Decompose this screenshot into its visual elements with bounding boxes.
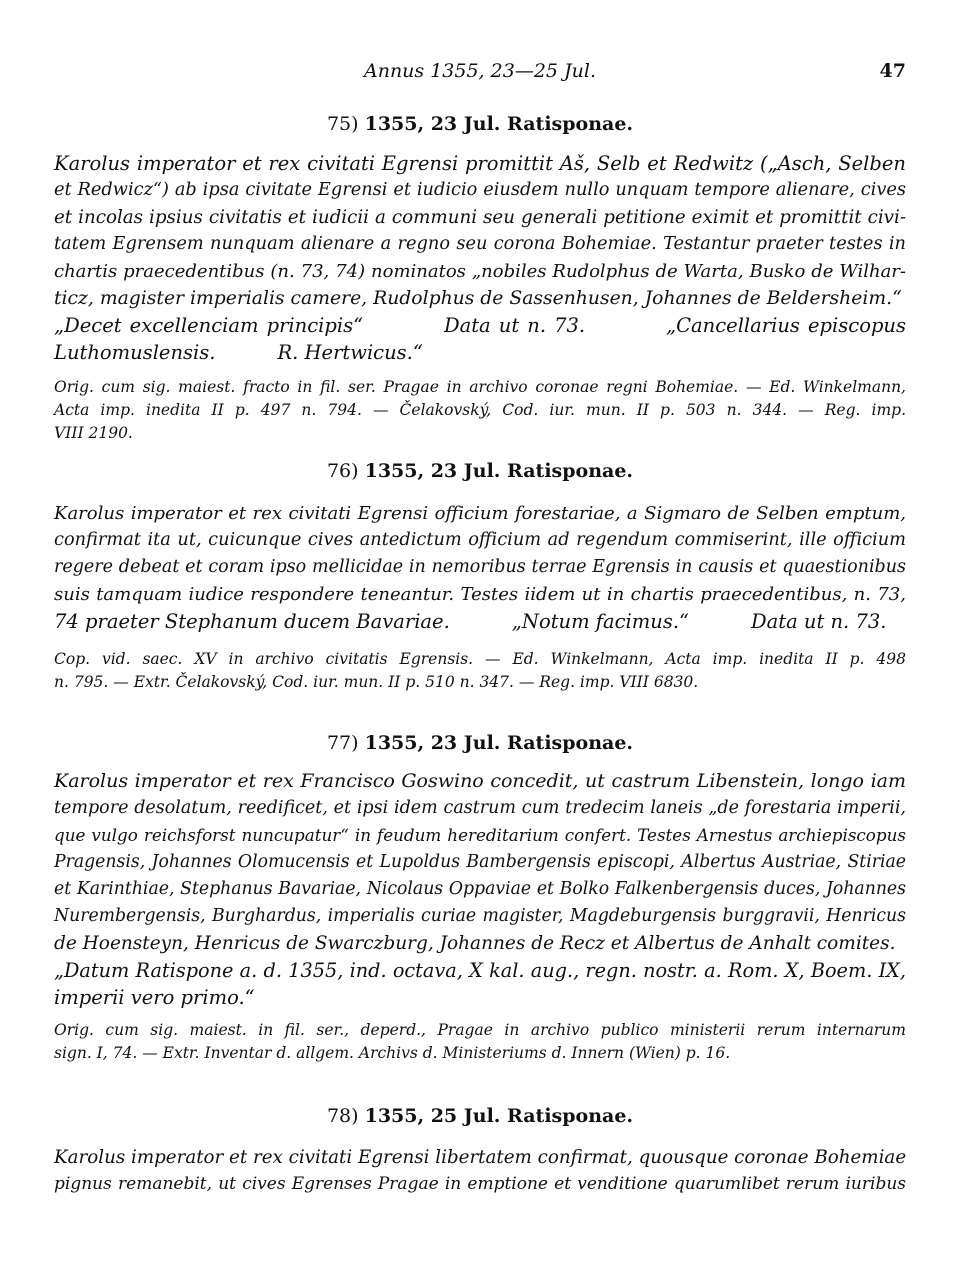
text-line: „Datum Ratispone a. d. 1355, ind. octava, X kal. aug., regn. nostr. a. Rom. X, Boem. IX, xyxy=(54,959,906,982)
text-line: regere debeat et coram ipso mellicidae in nemoribus terrae Egrensis in causis et quaestionibus xyxy=(54,557,906,577)
entry-text-78 xyxy=(54,1144,906,1198)
text-line: Karolus imperator et rex civitati Egrensi promittit Aš, Selb et Redwitz („Asch, Selben xyxy=(54,152,906,175)
text-line: tatem Egrensem nunquam alienare a regno seu corona Bohemiae. Testantur praeter testes in xyxy=(54,234,906,254)
entry-heading-75 xyxy=(0,113,960,135)
text-line: chartis praecedentibus (n. 73, 74) nominatos „nobiles Rudolphus de Warta, Busko de Wilhar- xyxy=(54,261,906,282)
note-line: sign. I, 74. — Extr. Inventar d. allgem. Archivs d. Ministeriums d. Innern (Wien) p. 16. xyxy=(54,1044,731,1062)
text-line: et Redwicz“) ab ipsa civitate Egrensi et iudicio eiusdem nullo unquam tempore alienare, cives xyxy=(54,180,906,200)
entry-number: 78) xyxy=(326,1105,359,1127)
text-line: et incolas ipsius civitatis et iudicii a communi seu generali petitione eximit et promittit civi- xyxy=(54,207,906,228)
text-line: Pragensis, Johannes Olomucensis et Lupoldus Bambergensis episcopi, Albertus Austriae, Stiriae xyxy=(54,852,906,872)
running-title: Annus 1355, 23—25 Jul. xyxy=(363,60,597,82)
text-line: „Decet excellenciam principis“ Data ut n. 73. „Cancellarius episcopus xyxy=(54,314,906,337)
page-number: 47 xyxy=(879,60,906,82)
entry-date-place: 1355, 23 Jul. Ratisponae. xyxy=(364,113,634,135)
entry-text-77 xyxy=(54,768,906,1011)
entry-heading-76 xyxy=(0,460,960,482)
text-line: confirmat ita ut, cuicunque cives antedictum officium ad regendum commiserint, ille officium xyxy=(54,530,906,550)
note-line: n. 795. — Extr. Čelakovský, Cod. iur. mun. II p. 510 n. 347. — Reg. imp. VIII 6830. xyxy=(54,673,699,691)
text-line: de Hoensteyn, Henricus de Swarczburg, Johannes de Recz et Albertus de Anhalt comites. xyxy=(54,933,896,954)
entry-text-75 xyxy=(54,150,906,366)
entry-number: 77) xyxy=(326,732,359,754)
text-line: tempore desolatum, reedificet, et ipsi idem castrum cum tredecim laneis „de forestaria imperii, xyxy=(54,798,906,818)
entry-note-75 xyxy=(54,376,906,445)
text-line: que vulgo reichsforst nuncupatur“ in feudum hereditarium confert. Testes Arnestus archiepiscopus xyxy=(54,825,906,845)
entry-note-76 xyxy=(54,648,906,694)
text-line: Karolus imperator et rex civitati Egrensi libertatem confirmat, quousque coronae Bohemiae xyxy=(54,1147,907,1168)
text-line: Karolus imperator et rex civitati Egrensi officium forestariae, a Sigmaro de Selben emptum, xyxy=(54,503,906,524)
entry-date-place: 1355, 23 Jul. Ratisponae. xyxy=(364,460,634,482)
note-line: Cop. vid. saec. XV in archivo civitatis Egrensis. — Ed. Winkelmann, Acta imp. inedita II p. 498 xyxy=(54,650,906,668)
note-line: Orig. cum sig. maiest. fracto in fil. ser. Pragae in archivo coronae regni Bohemiae. — Ed. Winkelmann, xyxy=(54,378,906,396)
entry-number: 76) xyxy=(326,460,359,482)
text-line: ticz, magister imperialis camere, Rudolphus de Sassenhusen, Johannes de Beldersheim.“ xyxy=(54,288,902,309)
text-line: Luthomuslensis. R. Hertwicus.“ xyxy=(54,341,423,364)
entry-note-77 xyxy=(54,1019,906,1065)
note-line: Orig. cum sig. maiest. in fil. ser., deperd., Pragae in archivo publico ministerii rerum internarum xyxy=(54,1021,906,1039)
text-line: et Karinthiae, Stephanus Bavariae, Nicolaus Oppaviae et Bolko Falkenbergensis duces, Johannes xyxy=(54,879,906,899)
entry-heading-77 xyxy=(0,732,960,754)
text-line: pignus remanebit, ut cives Egrenses Pragae in emptione et venditione quarumlibet rerum iuribus xyxy=(54,1174,906,1194)
entry-date-place: 1355, 25 Jul. Ratisponae. xyxy=(364,1105,634,1127)
text-line: 74 praeter Stephanum ducem Bavariae. „Notum facimus.“ Data ut n. 73. xyxy=(54,610,887,633)
entry-date-place: 1355, 23 Jul. Ratisponae. xyxy=(364,732,634,754)
entry-text-76 xyxy=(54,500,906,635)
note-line: VIII 2190. xyxy=(54,424,133,442)
entry-number: 75) xyxy=(326,113,359,135)
text-line: suis tamquam iudice respondere teneantur. Testes iidem ut in chartis praecedentibus, n. 73, xyxy=(54,584,906,605)
text-line: Nurembergensis, Burghardus, imperialis curiae magister, Magdeburgensis burggravii, Henricus xyxy=(54,906,906,926)
entry-heading-78 xyxy=(0,1105,960,1127)
text-line: imperii vero primo.“ xyxy=(54,986,255,1009)
note-line: Acta imp. inedita II p. 497 n. 794. — Čelakovský, Cod. iur. mun. II p. 503 n. 344. — Reg. imp. xyxy=(54,401,906,419)
running-head xyxy=(54,60,906,90)
text-line: Karolus imperator et rex Francisco Goswino concedit, ut castrum Libenstein, longo iam xyxy=(54,770,906,792)
